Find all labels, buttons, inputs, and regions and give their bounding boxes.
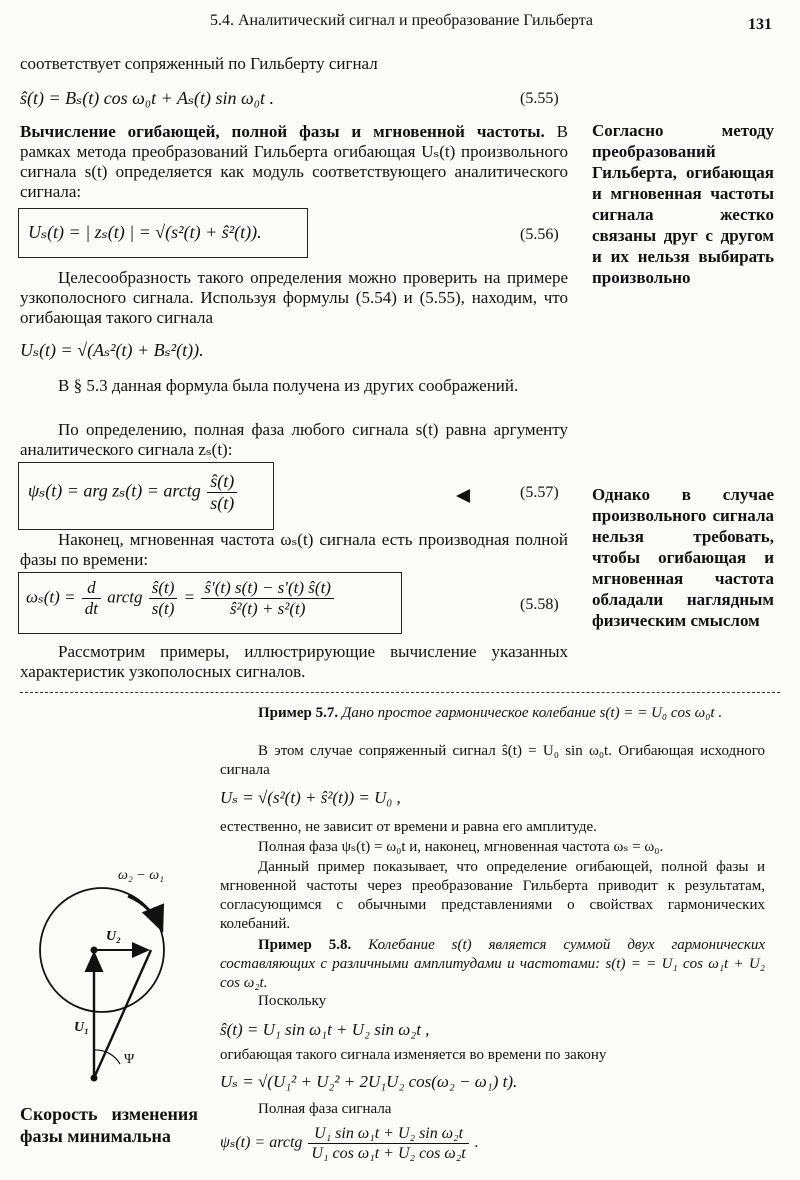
- phasor-origin: [91, 1075, 98, 1082]
- eq-5-57-denominator: s(t): [210, 493, 235, 513]
- example-5-7-statement: Дано простое гармоническое колебание s(t) = = U₀ cos ω₀t .: [341, 705, 723, 721]
- eq-5-58-d: d: [82, 578, 101, 599]
- label-psi: Ψ: [124, 1052, 135, 1067]
- eq-phase-end: .: [474, 1134, 479, 1152]
- eq-phase-fraction: [308, 1124, 468, 1163]
- label-u2: U₂: [106, 929, 121, 944]
- example-5-8-equation-1: ŝ(t) = U₁ sin ω₁t + U₂ sin ω₂t ,: [220, 1020, 430, 1039]
- phasor-diagram: [20, 860, 210, 1090]
- example-5-8-equation-3: [220, 1124, 765, 1163]
- section-heading: Вычисление огибающей, полной фазы и мгновенной частоты.: [20, 122, 545, 141]
- page-number: 131: [748, 16, 772, 33]
- section-text: [20, 122, 568, 202]
- equation-5-56: Uₛ(t) = | zₛ(t) | = √(s²(t) + ŝ²(t)).: [28, 222, 262, 242]
- running-header: 5.4. Аналитический сигнал и преобразование Гильберта: [210, 12, 593, 29]
- equation-number-5-58: (5.58): [520, 596, 559, 613]
- equation-5-58: [26, 578, 336, 619]
- example-5-7-equation: Uₛ = √(s²(t) + ŝ²(t)) = U₀ ,: [220, 788, 401, 807]
- eq-5-58-equals: =: [183, 587, 196, 607]
- example-5-8-line-1: огибающая такого сигнала изменяется во времени по закону: [220, 1047, 607, 1063]
- eq-5-58-left: ωₛ(t) =: [26, 587, 76, 607]
- equation-number-5-56: (5.56): [520, 226, 559, 243]
- paragraph-4: По определению, полная фаза любого сигнала s(t) равна аргументу аналитического сигнала zₛ(t):: [20, 420, 568, 459]
- eq-phase-left: ψₛ(t) = arctg: [220, 1134, 303, 1152]
- pointer-arrow-icon: [456, 489, 470, 503]
- phasor-center: [91, 947, 98, 954]
- eq-5-58-dt: dt: [84, 599, 98, 618]
- example-5-7-line-2: естественно, не зависит от времени и равна его амплитуде.: [220, 819, 597, 835]
- margin-note-1: Согласно методу преобразований Гильберта, огибающая и мгновенная частоты сигнала жестко связаны друг с другом и их нельзя выбирать произвольно: [592, 121, 774, 287]
- eq-5-58-fraction-1: [149, 578, 178, 619]
- eq-5-58-f1-denominator: s(t): [151, 599, 175, 618]
- intro-line: соответствует сопряженный по Гильберту сигнал: [20, 54, 378, 73]
- equation-number-5-55: (5.55): [520, 90, 559, 107]
- label-omega-difference: ω₂ − ω₁: [118, 868, 164, 883]
- eq-5-57-fraction: [207, 471, 237, 514]
- eq-5-57-left: ψₛ(t) = arg zₛ(t) = arctg: [28, 480, 201, 501]
- angle-arc: [94, 1050, 120, 1064]
- example-5-7-line-1: В этом случае сопряженный сигнал ŝ(t) = U₀ sin ω₀t. Огибающая исходного сигнала: [220, 743, 765, 778]
- margin-note-2: Однако в случае произвольного сигнала нельзя требовать, чтобы огибающая и мгновенная частота обладали наглядным физическим смыслом: [592, 485, 774, 630]
- paragraph-1: В рамках метода преобразований Гильберта огибающая Uₛ(t) произвольного сигнала s(t) определяется как модуль соответствующего аналитического сигнала:: [20, 122, 568, 201]
- eq-5-58-fraction-2: [201, 578, 334, 619]
- example-5-8-title: [220, 936, 765, 993]
- eq-5-58-f2-numerator: ŝ′(t) s(t) − s′(t) ŝ(t): [201, 578, 334, 599]
- example-5-7-line-4: Данный пример показывает, что определение огибающей, полной фазы и мгновенной частоты через преобразование Гильберта приводит к результатам, согласующимся с обычными представлениями о свойствах гармонических колебаний.: [220, 859, 765, 932]
- eq-5-57-numerator: ŝ(t): [207, 471, 237, 493]
- paragraph-6: Рассмотрим примеры, иллюстрирующие вычисление указанных характеристик узкополосных сигналов.: [20, 642, 568, 681]
- label-u1: U₁: [74, 1020, 89, 1035]
- resultant-vector: [94, 950, 151, 1078]
- rotation-arrow-icon: [128, 896, 162, 930]
- eq-phase-numerator: U₁ sin ω₁t + U₂ sin ω₂t: [308, 1124, 468, 1144]
- example-5-8-statement: Колебание s(t) является суммой двух гармонических составляющих с различными амплитудами и частотами: s(t) = = U₁ cos ω₁t + U₂ cos ω₂t.: [220, 937, 766, 991]
- equation-envelope: Uₛ(t) = √(Aₛ²(t) + Bₛ²(t)).: [20, 340, 204, 360]
- example-5-8-equation-2: Uₛ = √(U₁² + U₂² + 2U₁U₂ cos(ω₂ − ω₁) t).: [220, 1072, 518, 1091]
- section-divider: [20, 692, 780, 693]
- eq-5-58-derivative: [82, 578, 101, 619]
- example-5-8-label: Пример 5.8.: [258, 937, 352, 953]
- figure-caption: Скорость изменения фазы минимальна: [20, 1104, 198, 1146]
- example-5-7-title: [220, 704, 765, 723]
- example-5-8-line-2: Полная фаза сигнала: [258, 1101, 392, 1117]
- paragraph-2: Целесообразность такого определения можно проверить на примере узкополосного сигнала. Используя формулы (5.54) и (5.55), находим, что огибающая такого сигнала: [20, 268, 568, 327]
- example-5-8-since: Поскольку: [258, 993, 327, 1009]
- equation-number-5-57: (5.57): [520, 484, 559, 501]
- example-5-7-label: Пример 5.7.: [258, 705, 339, 721]
- paragraph-3: В § 5.3 данная формула была получена из других соображений.: [58, 376, 519, 395]
- eq-phase-denominator: U₁ cos ω₁t + U₂ cos ω₂t: [311, 1145, 466, 1162]
- eq-5-58-arctg: arctg: [107, 587, 143, 607]
- eq-5-58-f2-denominator: ŝ²(t) + s²(t): [229, 599, 306, 618]
- eq-5-58-f1-numerator: ŝ(t): [149, 578, 178, 599]
- paragraph-5: Наконец, мгновенная частота ωₛ(t) сигнала есть производная полной фазы по времени:: [20, 530, 568, 569]
- equation-5-55: ŝ(t) = Bₛ(t) cos ω₀t + Aₛ(t) sin ω₀t .: [20, 88, 274, 108]
- equation-5-57: [28, 471, 239, 514]
- example-5-7-line-3: Полная фаза ψₛ(t) = ω₀t и, наконец, мгновенная частота ωₛ = ω₀.: [258, 839, 664, 855]
